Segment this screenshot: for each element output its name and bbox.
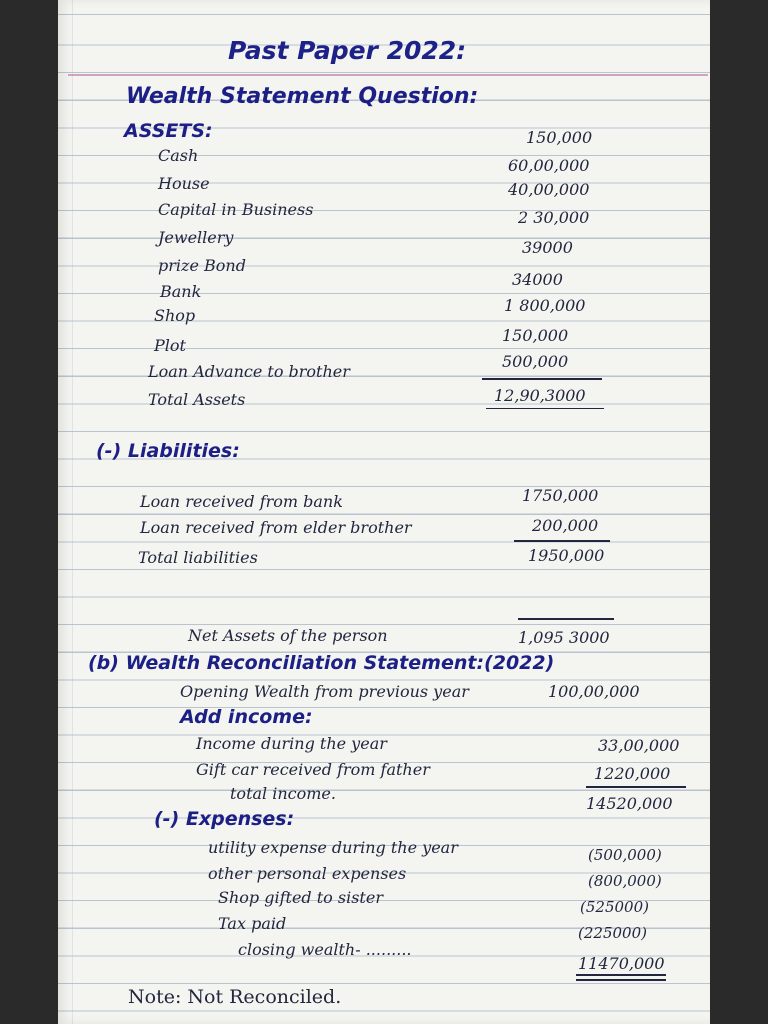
asset-label: prize Bond [158,256,246,275]
liabilities-heading: (-) Liabilities: [96,440,240,462]
total-income-overline [586,786,686,788]
asset-label: Jewellery [158,228,234,247]
income-label: Income during the year [196,734,387,753]
reconciliation-heading: (b) Wealth Reconciliation Statement:(2022) [88,652,555,674]
asset-amount: 500,000 [502,352,569,371]
total-assets-label: Total Assets [148,390,246,409]
expense-label: utility expense during the year [208,838,458,857]
asset-label: House [158,174,210,193]
total-income-amount: 14520,000 [586,794,673,813]
asset-amount: 39000 [522,238,573,257]
total-income-label: total income. [230,784,336,803]
opening-wealth-amount: 100,00,000 [548,682,640,701]
asset-label: Capital in Business [158,200,314,219]
asset-amount: 150,000 [526,128,593,147]
asset-amount: 150,000 [502,326,569,345]
asset-label: Plot [154,336,186,355]
asset-amount: 1 800,000 [504,296,586,315]
expense-label: other personal expenses [208,864,407,883]
income-amount: 33,00,000 [598,736,680,755]
asset-amount: 60,00,000 [508,156,590,175]
expenses-heading: (-) Expenses: [154,808,295,830]
total-liabilities-label: Total liabilities [138,548,258,567]
net-assets-overline [518,618,614,620]
asset-amount: 2 30,000 [518,208,590,227]
add-income-heading: Add income: [180,706,313,728]
note-text: Note: Not Reconciled. [128,986,342,1008]
total-liabilities-amount: 1950,000 [528,546,605,565]
opening-wealth-label: Opening Wealth from previous year [180,682,469,701]
closing-underline-2 [576,979,666,981]
net-assets-amount: 1,095 3000 [518,628,610,647]
net-assets-label: Net Assets of the person [188,626,388,645]
income-label: Gift car received from father [196,760,430,779]
asset-label: Cash [158,146,199,165]
expense-amount: (500,000) [588,846,662,864]
asset-label: Shop [154,306,196,325]
total-assets-underline-2 [486,408,604,409]
expense-amount: (800,000) [588,872,662,890]
assets-heading: ASSETS: [124,120,213,142]
wealth-statement-heading: Wealth Statement Question: [126,84,479,109]
expense-amount: (525000) [580,898,649,916]
page-margin-line [72,0,73,1024]
closing-wealth-amount: 11470,000 [578,954,665,973]
total-liabilities-underline [514,540,610,542]
liability-amount: 1750,000 [522,486,599,505]
page-title: Past Paper 2022: [228,36,467,65]
notebook-page [58,0,710,1024]
asset-amount: 34000 [512,270,563,289]
asset-amount: 40,00,000 [508,180,590,199]
liability-label: Loan received from elder brother [140,518,412,537]
total-assets-amount: 12,90,3000 [494,386,586,405]
header-rule [68,74,708,76]
closing-wealth-label: closing wealth- ......... [238,940,412,959]
income-amount: 1220,000 [594,764,671,783]
closing-underline-1 [576,974,666,976]
liability-amount: 200,000 [532,516,599,535]
expense-label: Tax paid [218,914,287,933]
asset-label: Loan Advance to brother [148,362,350,381]
expense-label: Shop gifted to sister [218,888,383,907]
expense-amount: (225000) [578,924,647,942]
liability-label: Loan received from bank [140,492,343,511]
asset-label: Bank [160,282,202,301]
total-assets-underline [482,378,602,380]
